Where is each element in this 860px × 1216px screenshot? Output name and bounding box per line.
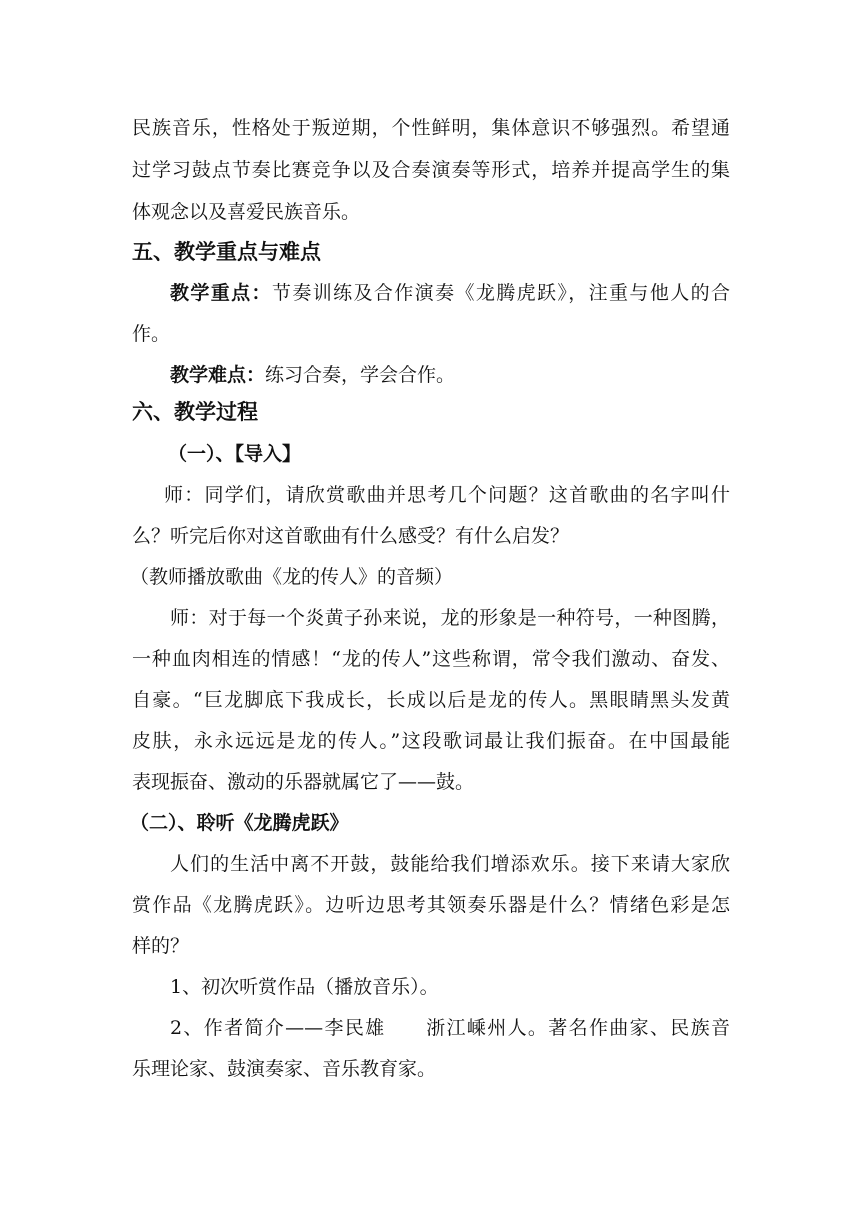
focus-text: 节奏训练及合作演奏《龙腾虎跃》，注重与他人的合 — [271, 282, 730, 304]
listen-line-3: 样的？ — [132, 935, 190, 957]
stage-note: （教师播放歌曲《龙的传人》的音频） — [130, 566, 454, 588]
subsection-2-heading: （二）、聆听《龙腾虎跃》 — [130, 812, 349, 834]
intro-line-1: 民族音乐，性格处于叛逆期，个性鲜明，集体意识不够强烈。希望通 — [132, 117, 730, 139]
step-2-line-2: 乐理论家、鼓演奏家、音乐教育家。 — [132, 1058, 437, 1080]
section-5-heading: 五、教学重点与难点 — [132, 240, 321, 264]
difficulty-label: 教学难点： — [170, 364, 266, 386]
difficulty-line — [170, 362, 455, 388]
focus-label: 教学重点： — [170, 282, 272, 304]
section-6-heading: 六、教学过程 — [132, 400, 258, 424]
teacher-talk-line-4: 皮肤，永永远远是龙的传人。”这段歌词最让我们振奋。在中国最能 — [132, 730, 730, 752]
intro-line-3: 体观念以及喜爱民族音乐。 — [132, 201, 361, 223]
teacher-talk-line-3: 自豪。“巨龙脚底下我成长，长成以后是龙的传人。黑眼睛黑头发黄 — [132, 689, 730, 711]
teacher-question-line-1: 师：同学们，请欣赏歌曲并思考几个问题？这首歌曲的名字叫什 — [164, 484, 730, 506]
step-2-line-1: 2、作者简介——李民雄 浙江嵊州人。著名作曲家、民族音 — [170, 1017, 730, 1039]
intro-line-2: 过学习鼓点节奏比赛竞争以及合奏演奏等形式，培养并提高学生的集 — [132, 159, 730, 181]
focus-line-1 — [170, 280, 730, 306]
focus-line-2: 作。 — [132, 323, 171, 345]
subsection-1-heading: （一）、【导入】 — [168, 443, 302, 465]
teacher-question-line-2: 么？听完后你对这首歌曲有什么感受？有什么启发？ — [132, 525, 570, 547]
teacher-talk-line-2: 一种血肉相连的情感！“龙的传人”这些称谓，常令我们激动、奋发、 — [132, 648, 730, 670]
teacher-talk-line-5: 表现振奋、激动的乐器就属它了——鼓。 — [132, 771, 475, 793]
difficulty-text: 练习合奏，学会合作。 — [265, 364, 456, 386]
teacher-talk-line-1: 师：对于每一个炎黄子孙来说，龙的形象是一种符号，一种图腾， — [170, 607, 730, 629]
listen-line-2: 赏作品《龙腾虎跃》。边听边思考其领奏乐器是什么？情绪色彩是怎 — [132, 894, 730, 916]
listen-line-1: 人们的生活中离不开鼓，鼓能给我们增添欢乐。接下来请大家欣 — [170, 853, 730, 875]
step-1: 1、初次听赏作品（播放音乐）。 — [170, 976, 439, 998]
